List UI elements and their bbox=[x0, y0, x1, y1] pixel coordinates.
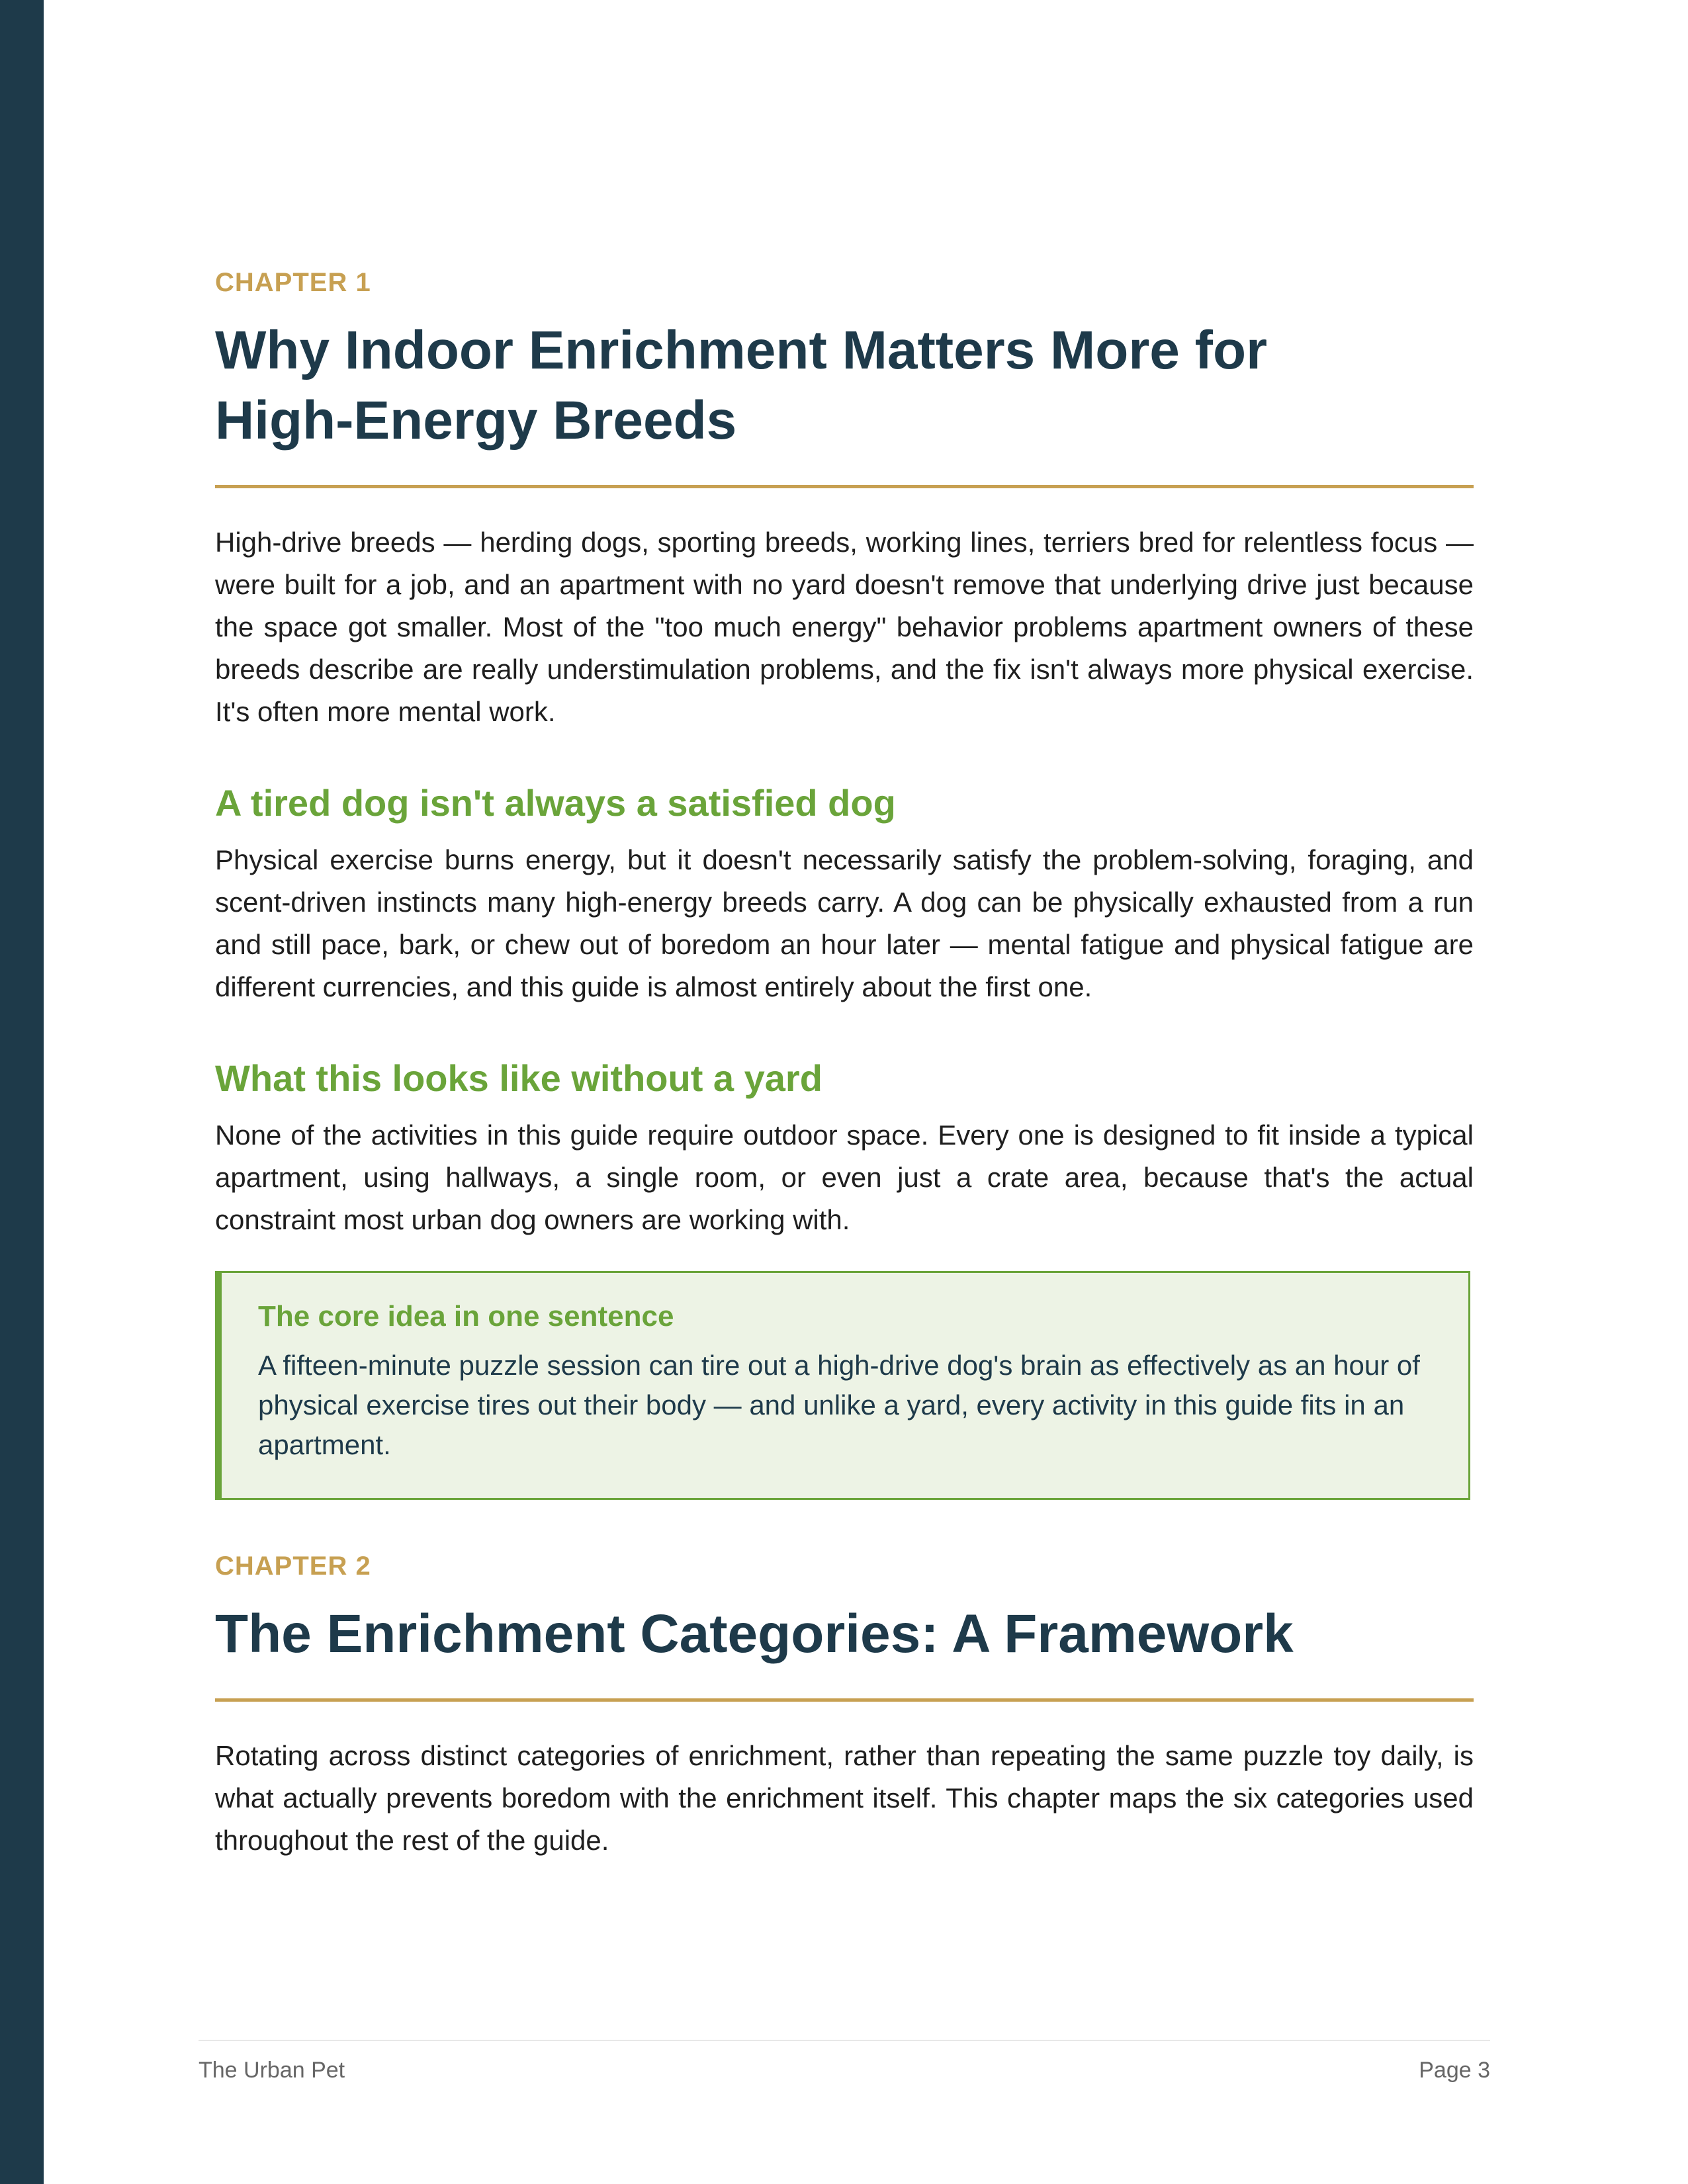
chapter-intro-paragraph: Rotating across distinct categories of enrichment, rather than repeating the same puzzle toy daily, is what actually prevents boredom with the enrichment itself. This chapter maps the six categories used throughout the rest of the guide. bbox=[215, 1740, 1474, 1856]
footer-page-number: Page 3 bbox=[1419, 2058, 1490, 2083]
chapter-label: CHAPTER 1 bbox=[215, 268, 371, 297]
page-content bbox=[215, 263, 1474, 1862]
section-paragraph: None of the activities in this guide require outdoor space. Every one is designed to fit inside a typical apartment, using hallways, a single room, or even just a crate area, because that's the actual constraint most urban dog owners are working with. bbox=[215, 1119, 1474, 1235]
chapter-title-line-1: Why Indoor Enrichment Matters More for bbox=[215, 320, 1267, 380]
callout-title: The core idea in one sentence bbox=[258, 1300, 674, 1332]
title-divider bbox=[215, 485, 1474, 488]
callout-box bbox=[215, 1271, 1470, 1500]
section-heading: A tired dog isn't always a satisfied dog bbox=[215, 782, 896, 824]
footer-publication: The Urban Pet bbox=[199, 2058, 345, 2083]
chapter-title-line-2: High-Energy Breeds bbox=[215, 390, 737, 451]
title-divider bbox=[215, 1698, 1474, 1702]
chapter-title: The Enrichment Categories: A Framework bbox=[215, 1604, 1294, 1664]
section-paragraph: Physical exercise burns energy, but it doesn't necessarily satisfy the problem-solving, foraging, and scent-driven instincts many high-energy breeds carry. A dog can be physically exhausted from a run and still pace, bark, or chew out of boredom an hour later — mental fatigue and physical fatigue are different currencies, and this guide is almost entirely about the first one. bbox=[215, 844, 1474, 1002]
page-footer bbox=[199, 2040, 1490, 2085]
chapter-1 bbox=[215, 263, 1474, 1500]
chapter-2 bbox=[215, 1546, 1474, 1862]
callout-text: A fifteen-minute puzzle session can tire out a high-drive dog's brain as effectively as an hour of physical exercise tires out their body — and unlike a yard, every activity in this guide fits in an apartment. bbox=[258, 1350, 1420, 1460]
section-heading: What this looks like without a yard bbox=[215, 1057, 822, 1099]
chapter-label: CHAPTER 2 bbox=[215, 1551, 371, 1581]
chapter-title bbox=[215, 316, 1474, 456]
chapter-intro-paragraph: High-drive breeds — herding dogs, sporting breeds, working lines, terriers bred for relentless focus — were built for a job, and an apartment with no yard doesn't remove that underlying drive just because the space got smaller. Most of the "too much energy" behavior problems apartment owners of these breeds describe are really understimulation problems, and the fix isn't always more physical exercise. It's often more mental work. bbox=[215, 527, 1474, 727]
side-band bbox=[0, 0, 44, 2184]
